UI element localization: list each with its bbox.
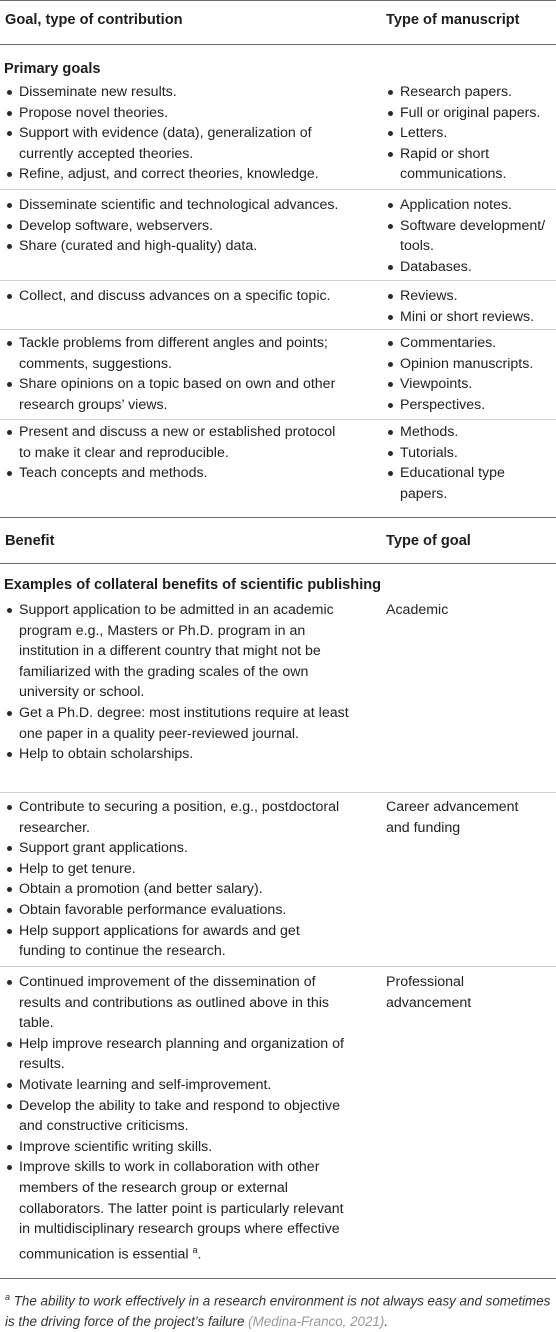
type-item: Mini or short reviews. <box>386 307 556 328</box>
type-item: Opinion manuscripts. <box>386 354 556 375</box>
goal-item: Tackle problems from different angles and points; comments, suggestions. <box>5 333 350 374</box>
goal-item: Develop software, webservers. <box>5 216 350 237</box>
goal-type-academic: Academic <box>386 602 449 618</box>
benefit-item: Develop the ability to take and respond to objective and constructive criticisms. <box>5 1096 350 1137</box>
benefit-item: Obtain a promotion (and better salary). <box>5 879 350 900</box>
bottom-rule <box>0 1278 556 1279</box>
goal-group-4 <box>5 333 350 415</box>
benefit-item: Continued improvement of the dissemination of results and contributions as outlined above in this table. <box>5 972 350 1034</box>
type-group-3 <box>386 286 556 327</box>
goal-group-5 <box>5 422 350 484</box>
goal-group-3 <box>5 286 350 307</box>
type-item: Research papers. <box>386 82 556 103</box>
type-item: Rapid or short communications. <box>386 144 556 185</box>
goal-item: Propose novel theories. <box>5 103 350 124</box>
goal-item: Support with evidence (data), generalization of currently accepted theories. <box>5 123 350 164</box>
header2-rule <box>0 563 556 564</box>
benefit-item: Help to get tenure. <box>5 859 350 880</box>
type-item: Application notes. <box>386 195 556 216</box>
benefit-item: Help to obtain scholarships. <box>5 744 350 765</box>
goal-item: Refine, adjust, and correct theories, knowledge. <box>5 164 350 185</box>
section-primary-goals: Primary goals <box>4 61 101 77</box>
header-goal: Goal, type of contribution <box>5 12 183 28</box>
goal-type-professional: Professional advancement <box>386 974 472 1011</box>
footnote: $^a$ The ability to work effectively in a research environment is not always easy and sometimes is the driving force of the project’s failure (Medina-Franco, 2021). <box>5 1292 551 1330</box>
row-divider <box>0 189 556 190</box>
type-item: Software development/ tools. <box>386 216 556 257</box>
goal-item: Present and discuss a new or established protocol to make it clear and reproducible. <box>5 422 350 463</box>
header1-rule <box>0 44 556 45</box>
type-item: Educational type papers. <box>386 463 556 504</box>
goal-item: Share (curated and high-quality) data. <box>5 236 350 257</box>
header-manuscript: Type of manuscript <box>386 12 520 28</box>
header2-top-rule <box>0 517 556 518</box>
type-item: Reviews. <box>386 286 556 307</box>
footnote-marker: a <box>5 1292 11 1302</box>
type-item: Commentaries. <box>386 333 556 354</box>
type-item: Letters. <box>386 123 556 144</box>
type-item: Tutorials. <box>386 443 556 464</box>
benefit-item: Motivate learning and self-improvement. <box>5 1075 350 1096</box>
top-rule <box>0 0 556 1</box>
goal-type-career: Career advancement and funding <box>386 799 519 836</box>
footnote-citation-link[interactable]: (Medina-Franco, 2021) <box>248 1314 385 1330</box>
benefit-item: Get a Ph.D. degree: most institutions require at least one paper in a quality peer-reviewed journal. <box>5 703 350 744</box>
footnote-text: The ability to work effectively in a research environment is not always easy and sometimes is the driving force of the project’s failure <box>5 1293 551 1330</box>
benefit-group-academic <box>5 600 350 765</box>
benefit-item: Help improve research planning and organization of results. <box>5 1034 350 1075</box>
goal-item: Collect, and discuss advances on a specific topic. <box>5 286 350 307</box>
benefit-item: Improve skills to work in collaboration with other members of the research group or external collaborators. The latter point is particularly relevant in multidisciplinary research groups where effective communication is essential $^a$. <box>5 1157 350 1265</box>
row-divider <box>0 966 556 967</box>
type-group-2 <box>386 195 556 277</box>
header-benefit: Benefit <box>5 533 55 549</box>
goal-item: Disseminate scientific and technological advances. <box>5 195 350 216</box>
goal-item: Disseminate new results. <box>5 82 350 103</box>
benefit-item: Help support applications for awards and get funding to continue the research. <box>5 921 350 962</box>
type-item: Methods. <box>386 422 556 443</box>
benefit-item: Support application to be admitted in an academic program e.g., Masters or Ph.D. program in an institution in a different country that might not be familiarized with the grading scales of the own university or school. <box>5 600 350 703</box>
row-divider <box>0 280 556 281</box>
row-divider <box>0 792 556 793</box>
type-item: Perspectives. <box>386 395 556 416</box>
header-type-of-goal: Type of goal <box>386 533 471 549</box>
benefit-group-professional <box>5 972 350 1265</box>
benefit-item: Contribute to securing a position, e.g., postdoctoral researcher. <box>5 797 350 838</box>
type-group-1 <box>386 82 556 185</box>
benefit-group-career <box>5 797 350 962</box>
benefit-item: Obtain favorable performance evaluations. <box>5 900 350 921</box>
goal-item: Teach concepts and methods. <box>5 463 350 484</box>
type-group-4 <box>386 333 556 415</box>
benefit-item: Support grant applications. <box>5 838 350 859</box>
type-group-5 <box>386 422 556 504</box>
footnote-ref: a <box>192 1244 198 1255</box>
goal-group-1 <box>5 82 350 185</box>
type-item: Full or original papers. <box>386 103 556 124</box>
type-item: Viewpoints. <box>386 374 556 395</box>
row-divider <box>0 329 556 330</box>
goal-group-2 <box>5 195 350 257</box>
benefit-item: Improve scientific writing skills. <box>5 1137 350 1158</box>
row-divider <box>0 419 556 420</box>
goal-item: Share opinions on a topic based on own and other research groups’ views. <box>5 374 350 415</box>
type-item: Databases. <box>386 257 556 278</box>
section-collateral-benefits: Examples of collateral benefits of scientific publishing <box>4 577 382 593</box>
